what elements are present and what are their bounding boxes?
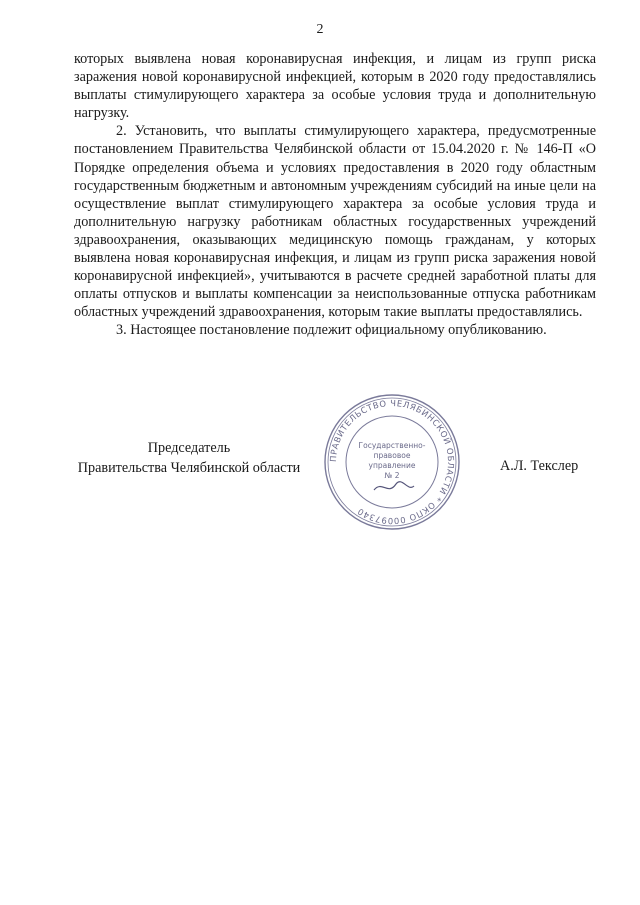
page-number: 2 [316, 22, 324, 37]
seal-inner-line1: Государственно- [358, 441, 426, 450]
signatory-name: А.Л. Текслер [500, 458, 579, 474]
seal-inner-line3: управление [368, 461, 416, 470]
signatory-title [74, 438, 304, 478]
seal-inner-line4: № 2 [384, 471, 400, 480]
seal-stamp-icon [322, 392, 462, 532]
signatory-title-line2: Правительства Челябинской области [77, 460, 301, 476]
document-body [74, 50, 596, 340]
seal-inner-line2: правовое [373, 451, 411, 460]
paragraph-continuation: которых выявлена новая коронавирусная инфекция, и лицам из групп риска заражения новой коронавирусной инфекцией, которым в 2020 году предоставлялись выплаты стимулирующего характера за особые условия труда и дополнительную нагрузку. [74, 51, 596, 122]
signature-scribble-icon [374, 482, 414, 490]
official-seal [322, 392, 462, 532]
paragraph-2: 2. Установить, что выплаты стимулирующего характера, предусмотренные постановлением Правительства Челябинской области от 15.04.2020 г. № 146-П «О Порядке определения объема и условиях предоставления в 2020 году областным государственным бюджетным и автономным учреждениям субсидий на иные цели на осуществление выплат стимулирующего характера за особые условия труда и дополнительную нагрузку работникам областных государственных учреждений здравоохранения, оказывающих медицинскую помощь гражданам, у которых выявлена новая коронавирусная инфекция, и лицам из групп риска заражения новой коронавирусной инфекцией», учитываются в расчете средней заработной платы для оплаты отпусков и выплаты компенсации за неиспользованные отпуска работникам областных учреждений здравоохранения, которым такие выплаты предоставлялись. [74, 123, 596, 321]
paragraph-3: 3. Настоящее постановление подлежит официальному опубликованию. [116, 322, 547, 339]
signatory-title-line1: Председатель [147, 440, 231, 456]
seal-ring-text: ПРАВИТЕЛЬСТВО ЧЕЛЯБИНСКОЙ ОБЛАСТИ * ОКПО 00097340 [327, 397, 457, 527]
